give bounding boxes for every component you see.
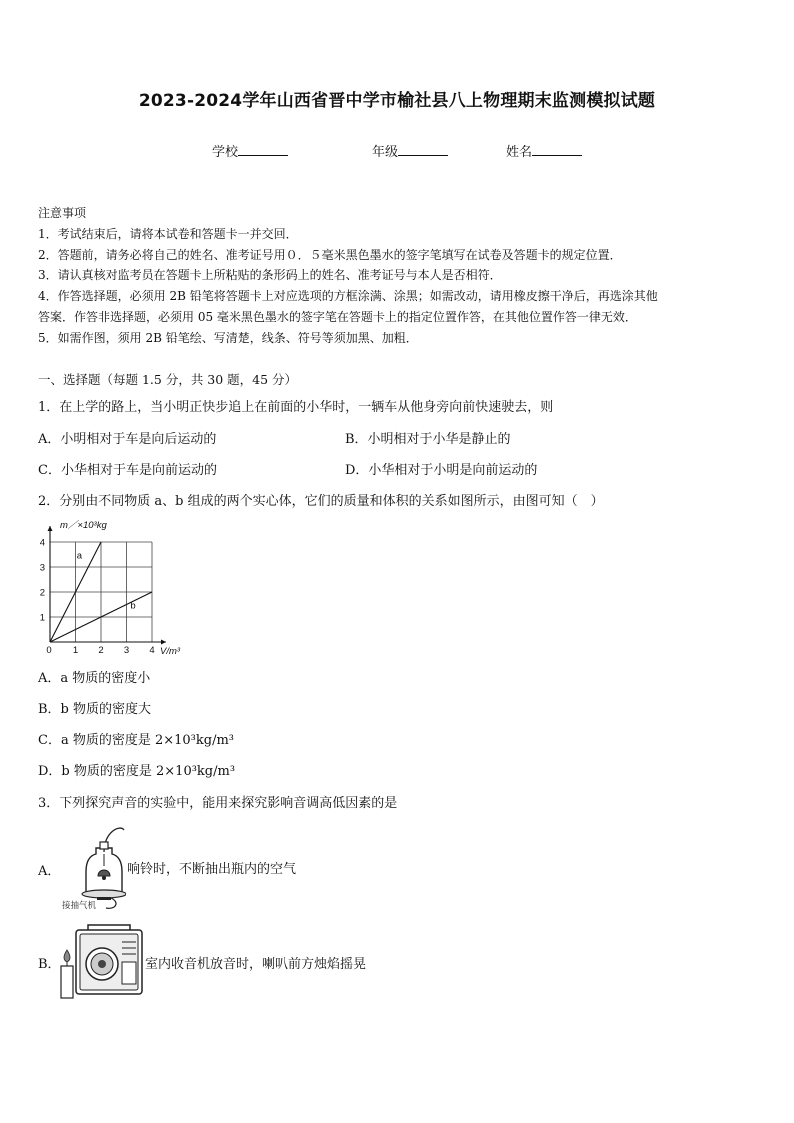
q3-option-b-letter[interactable]: B．	[38, 957, 61, 972]
x-tick-label: 0	[46, 645, 52, 656]
notice-item: 1．考试结束后，请将本试卷和答题卡一并交回．	[38, 227, 298, 241]
grade-label: 年级	[372, 145, 399, 160]
q1-option-b[interactable]: B．小明相对于小华是静止的	[345, 432, 511, 447]
school-blank[interactable]	[238, 143, 288, 156]
notice-item: 2．答题前，请务必将自己的姓名、准考证号用０．５毫米黑色墨水的签字笔填写在试卷及答题卡的规定位置．	[38, 248, 622, 262]
q1-option-a[interactable]: A．小明相对于车是向后运动的	[38, 432, 217, 447]
q2-option-d[interactable]: D．b 物质的密度是 2×10³kg/m³	[38, 764, 236, 779]
q2-option-b[interactable]: B．b 物质的密度大	[38, 702, 152, 717]
grade-field	[372, 141, 448, 160]
q3-option-a-text[interactable]: 响铃时，不断抽出瓶内的空气	[127, 862, 297, 877]
name-field	[506, 141, 582, 160]
series-label-a: a	[76, 550, 83, 562]
notice-item: 4．作答选择题，必须用 2B 铅笔将答题卡上对应选项的方框涂满、涂黑；如需改动，请用橡皮擦干净后，再选涂其他	[38, 289, 658, 303]
school-field	[212, 141, 288, 160]
q3-option-b-text[interactable]: 室内收音机放音时，喇叭前方烛焰摇晃	[145, 957, 367, 972]
y-axis-label: m／×10³kg	[60, 520, 107, 531]
chart-axes	[48, 526, 167, 645]
y-tick-label: 2	[39, 587, 45, 599]
radio-candle-illustration	[56, 922, 148, 1002]
x-tick-label: 2	[98, 645, 104, 656]
q1-option-c[interactable]: C．小华相对于车是向前运动的	[38, 463, 217, 478]
grade-blank[interactable]	[398, 143, 448, 156]
q1-option-d[interactable]: D．小华相对于小明是向前运动的	[345, 463, 538, 478]
y-axis-arrow	[48, 526, 53, 531]
name-label: 姓名	[506, 145, 533, 160]
x-tick-label: 1	[72, 645, 79, 656]
y-tick-label: 3	[39, 562, 45, 574]
x-axis-label: V/m³	[160, 646, 181, 657]
question-2-stem: 2．分别由不同物质 a、b 组成的两个实心体，它们的质量和体积的关系如图所示，由图可知（ ）	[38, 494, 604, 509]
bell-jar-illustration	[60, 818, 126, 914]
notice-heading: 注意事项	[38, 206, 87, 220]
x-tick-label: 3	[123, 645, 130, 656]
x-axis-arrow	[161, 640, 166, 645]
question-1-stem: 1．在上学的路上，当小明正快步追上在前面的小华时，一辆车从他身旁向前快速驶去，则	[38, 400, 554, 415]
q2-option-c[interactable]: C．a 物质的密度是 2×10³kg/m³	[38, 733, 234, 748]
series-label-b: b	[130, 600, 136, 612]
chart-grid	[50, 542, 152, 642]
page-title: 2023-2024学年山西省晋中学市榆社县八上物理期末监测模拟试题	[138, 91, 656, 111]
mass-volume-chart	[34, 516, 204, 660]
y-tick-label: 4	[39, 537, 45, 549]
notice-item: 3．请认真核对监考员在答题卡上所粘贴的条形码上的姓名、准考证号与本人是否相符．	[38, 268, 502, 282]
bell-jar-caption: 接抽气机	[62, 901, 97, 911]
question-3-stem: 3．下列探究声音的实验中，能用来探究影响音调高低因素的是	[38, 796, 398, 811]
name-blank[interactable]	[532, 143, 582, 156]
notice-item: 答案．作答非选择题，必须用 05 毫米黑色墨水的签字笔在答题卡上的指定位置作答，在其他位置作答一律无效．	[38, 310, 637, 324]
x-tick-label: 4	[149, 645, 155, 656]
school-label: 学校	[212, 145, 239, 160]
q2-option-a[interactable]: A．a 物质的密度小	[38, 671, 151, 686]
section-heading: 一、选择题（每题 1.5 分，共 30 题，45 分）	[38, 372, 298, 387]
notice-item: 5．如需作图，须用 2B 铅笔绘、写清楚，线条、符号等须加黑、加粗．	[38, 331, 418, 345]
q3-option-a-letter[interactable]: A．	[38, 864, 61, 879]
y-tick-label: 1	[39, 612, 45, 624]
